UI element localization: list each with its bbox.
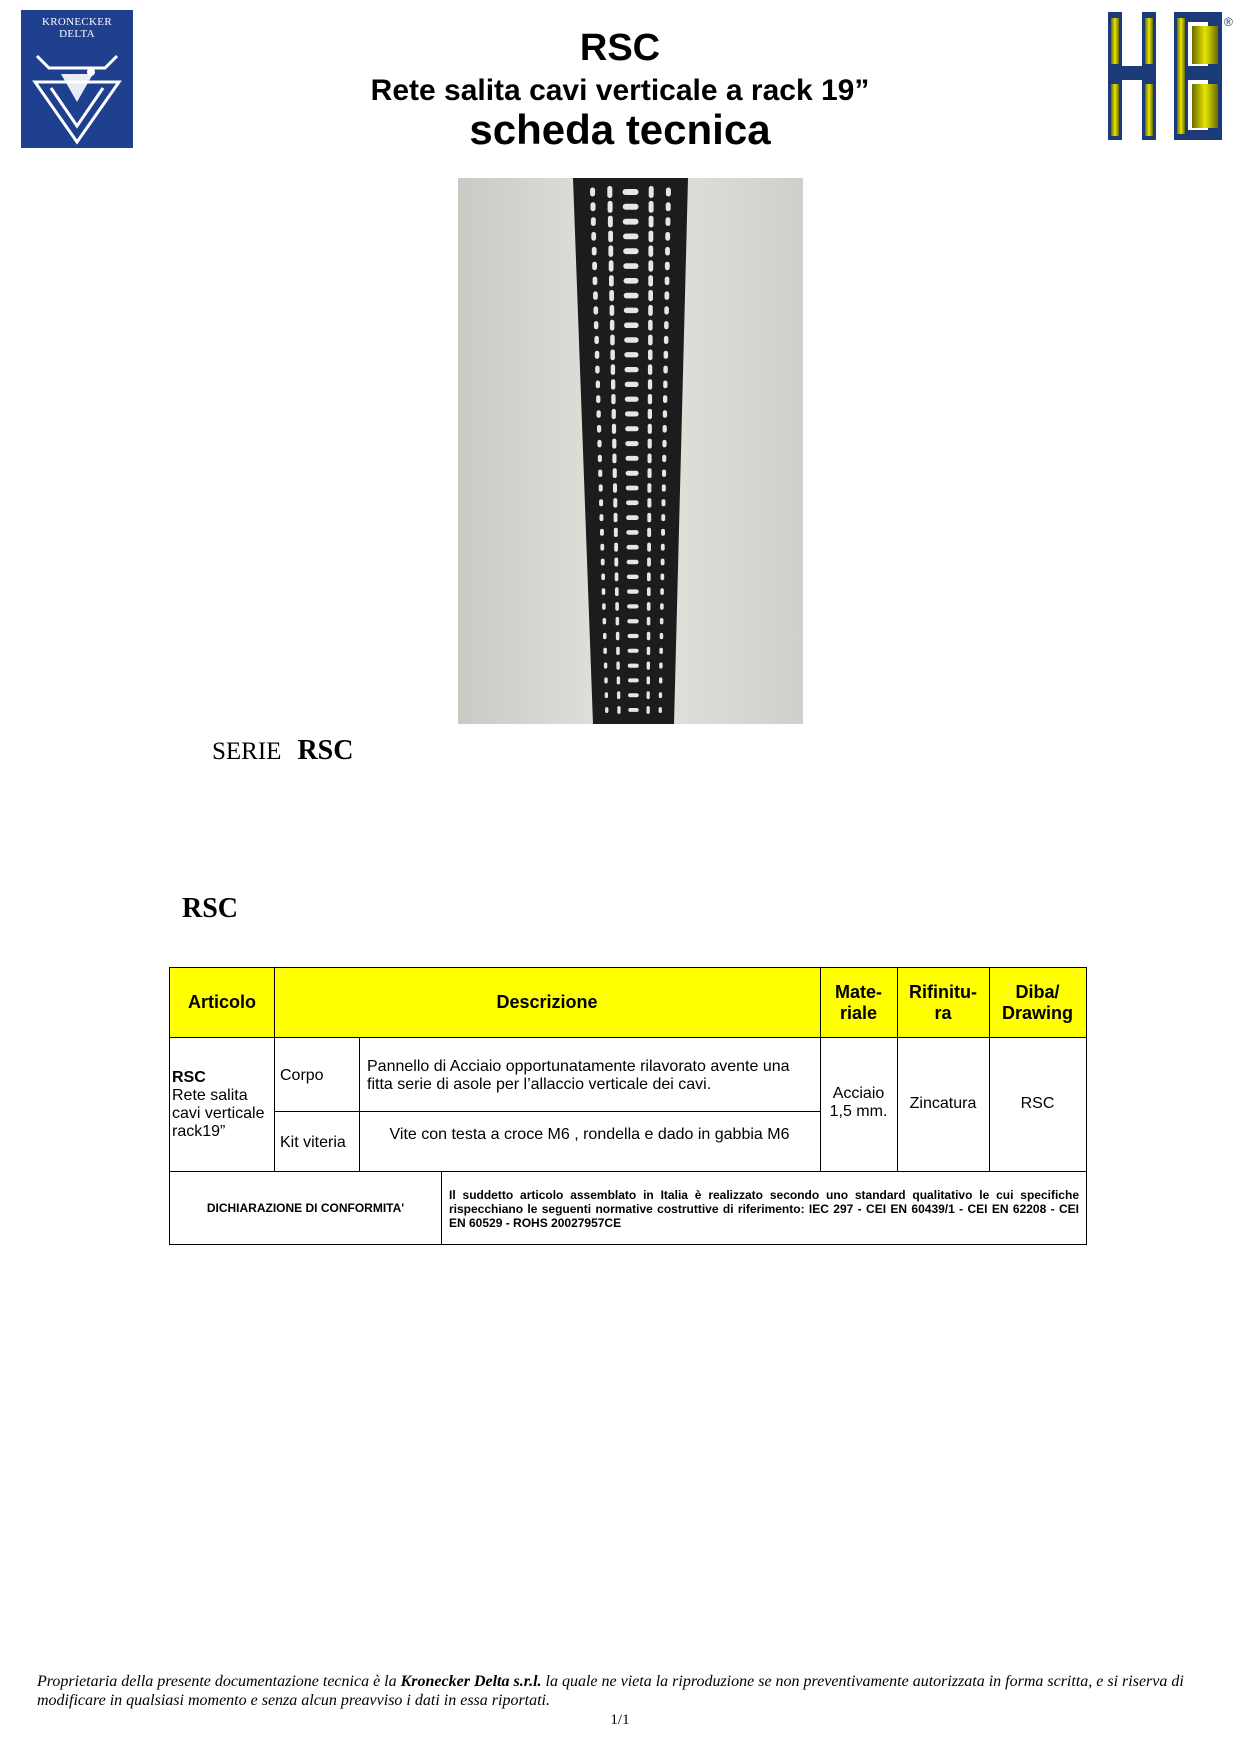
panel-slot <box>626 500 639 505</box>
footer-disclaimer: Proprietaria della presente documentazione tecnica è la Kronecker Delta s.r.l. la quale ne vieta la riproduzione se non preventivamente autorizzata in forma scritta, e si riserva di modificare in qualsiasi momento e senza alcun preavviso i dati in essa riportati. <box>37 1673 1184 1709</box>
panel-slot <box>625 441 638 446</box>
panel-slot <box>648 424 652 434</box>
panel-slot <box>660 588 664 595</box>
panel-slot <box>616 632 620 640</box>
panel-slot <box>628 634 639 638</box>
panel-slot <box>598 455 602 462</box>
panel-slot <box>647 617 651 626</box>
panel-slot <box>600 529 604 536</box>
panel-slot <box>597 440 601 448</box>
panel-slot <box>605 692 608 698</box>
panel-slot <box>666 188 671 197</box>
panel-slot <box>624 278 639 284</box>
rack-panel-photo <box>458 178 803 724</box>
panel-slot <box>609 275 614 286</box>
panel-slot <box>612 424 616 434</box>
panel-slot <box>647 498 651 508</box>
panel-slot <box>624 293 639 299</box>
panel-slot <box>611 364 615 375</box>
panel-slot <box>648 290 653 301</box>
panel-slot <box>665 247 670 256</box>
panel-slot <box>660 618 664 624</box>
technical-table <box>169 967 1087 1245</box>
panel-slot <box>609 260 614 271</box>
panel-slot <box>598 470 602 477</box>
panel-slot <box>647 676 650 684</box>
hb-logo <box>1108 8 1233 148</box>
panel-slot <box>603 618 607 624</box>
panel-slot <box>614 528 618 537</box>
brand-line-2: DELTA <box>59 28 95 40</box>
serie-line <box>212 735 353 767</box>
panel-slot <box>648 245 653 257</box>
panel-slot <box>659 707 662 713</box>
document-type: scheda tecnica <box>469 106 771 153</box>
panel-slot <box>613 498 617 508</box>
panel-slot <box>648 364 652 375</box>
panel-slot <box>648 350 653 361</box>
panel-slot <box>623 248 638 254</box>
part-name-kit-viteria: Kit viteria <box>280 1134 346 1151</box>
panel-slot <box>662 440 666 448</box>
panel-slot <box>601 574 605 581</box>
panel-slot <box>647 662 650 670</box>
panel-slot <box>665 277 670 286</box>
panel-slot <box>593 277 598 286</box>
panel-slot <box>597 425 601 433</box>
panel-slot <box>592 247 597 256</box>
header-rifinitura: Rifinitu- ra <box>897 968 989 1037</box>
panel-slot <box>591 202 596 211</box>
panel-slot <box>626 515 639 520</box>
panel-slot <box>648 275 653 286</box>
panel-slot <box>647 513 651 522</box>
panel-slot <box>614 543 618 552</box>
panel-slot <box>627 560 639 565</box>
panel-slot <box>625 411 639 416</box>
panel-slot <box>617 691 620 699</box>
section-code: RSC <box>182 893 239 924</box>
panel-slot <box>602 588 606 595</box>
panel-slot <box>647 483 651 493</box>
panel-slot <box>603 648 607 654</box>
panel-slot <box>624 308 639 314</box>
panel-slot <box>590 188 595 197</box>
rack-panel <box>573 178 688 724</box>
panel-slot <box>623 189 639 195</box>
panel-slot <box>625 426 638 431</box>
articolo-cell <box>172 1069 272 1141</box>
panel-slot <box>614 513 618 522</box>
panel-slot <box>659 677 662 683</box>
panel-slot <box>647 558 651 567</box>
panel-slot <box>663 381 667 389</box>
panel-slot <box>623 263 638 269</box>
panel-slot <box>604 663 607 669</box>
panel-slot <box>628 678 639 682</box>
panel-slot <box>593 291 598 299</box>
panel-slot <box>647 587 651 596</box>
footer-company: Kronecker Delta s.r.l. <box>400 1673 542 1690</box>
panel-slot <box>600 544 604 551</box>
panel-slot <box>665 291 670 299</box>
part-description-kit-viteria: Vite con testa a croce M6 , rondella e dado in gabbia M6 <box>389 1126 790 1143</box>
articolo-desc-line: rack19” <box>172 1123 226 1140</box>
panel-slot <box>614 558 618 567</box>
panel-slot <box>594 321 599 329</box>
panel-slot <box>664 321 669 329</box>
panel-slot <box>626 486 639 491</box>
panel-slot <box>599 484 603 491</box>
panel-slot <box>664 351 669 359</box>
panel-slot <box>659 663 662 669</box>
panel-slot <box>647 647 651 655</box>
panel-slot <box>608 231 613 243</box>
panel-slot <box>626 456 639 461</box>
panel-slot <box>647 543 651 552</box>
page-number: 1/1 <box>610 1712 630 1728</box>
panel-slot <box>660 633 664 639</box>
panel-slot <box>597 410 601 418</box>
panel-slot <box>592 262 597 271</box>
panel-slot <box>660 603 664 610</box>
panel-slot <box>612 409 616 419</box>
panel-slot <box>626 471 639 476</box>
panel-slot <box>627 619 638 623</box>
part-name-corpo: Corpo <box>280 1067 324 1084</box>
panel-slot <box>610 305 615 316</box>
panel-slot <box>602 603 606 610</box>
panel-slot <box>605 707 608 713</box>
panel-slot <box>648 454 652 464</box>
panel-slot <box>608 201 613 213</box>
panel-slot <box>608 245 613 257</box>
panel-slot <box>596 381 600 389</box>
panel-slot <box>628 693 639 697</box>
panel-slot <box>616 647 620 655</box>
panel-slot <box>663 425 667 433</box>
conformity-text: Il suddetto articolo assemblato in Italia è realizzato secondo uno standard qualitativo le cui specifiche rispecchiano le seguenti normative costruttive di riferimento: IEC 297 - CEI EN 60439/1 - CEI EN 62208 - CEI EN 60529 - ROHS 20027957CE <box>449 1188 1079 1230</box>
panel-slot <box>662 455 666 462</box>
panel-slot <box>662 499 666 506</box>
panel-slot <box>595 366 599 374</box>
panel-slot <box>663 366 667 374</box>
panel-slot <box>627 604 639 608</box>
panel-slot <box>627 589 639 593</box>
diba-cell: RSC <box>1020 1095 1055 1112</box>
panel-slot <box>649 231 654 243</box>
panel-slot <box>600 514 604 521</box>
panel-slot <box>616 662 619 670</box>
panel-slot <box>623 204 639 210</box>
panel-slot <box>612 454 616 464</box>
panel-slot <box>595 351 600 359</box>
panel-slot <box>647 691 650 699</box>
panel-slot <box>628 708 638 712</box>
panel-slot <box>648 468 652 478</box>
panel-slot <box>649 216 654 228</box>
header-diba: Diba/ Drawing <box>989 968 1086 1037</box>
rifinitura-cell: Zincatura <box>909 1095 977 1112</box>
materiale-cell: Acciaio 1,5 mm. <box>829 1085 888 1120</box>
panel-slot <box>647 572 651 581</box>
panel-slot <box>663 395 667 403</box>
panel-slot <box>648 379 652 389</box>
panel-slot <box>662 484 666 491</box>
panel-slot <box>603 633 607 639</box>
panel-slot <box>665 232 670 241</box>
panel-slot <box>615 602 619 611</box>
serie-code: RSC <box>297 735 354 766</box>
panel-slot <box>628 664 639 668</box>
panel-slot <box>613 468 617 478</box>
panel-slot <box>624 352 638 357</box>
panel-slot <box>666 217 671 226</box>
panel-slot <box>624 337 638 342</box>
panel-slot <box>662 470 666 477</box>
panel-slot <box>611 394 615 404</box>
panel-slot <box>649 186 654 198</box>
brand-line-1: KRONECKER <box>42 16 112 28</box>
panel-slot <box>664 306 669 314</box>
articolo-desc-line: Rete salita <box>172 1087 248 1104</box>
panel-slot <box>599 499 603 506</box>
panel-slot <box>591 217 596 226</box>
panel-slot <box>596 395 600 403</box>
panel-slot <box>628 649 639 653</box>
panel-slot <box>608 216 613 228</box>
panel-slot <box>617 706 620 714</box>
panel-slot <box>610 335 615 346</box>
part-description-corpo: Pannello di Acciaio opportunatamente rilavorato avente una fitta serie di asole per l’allaccio verticale dei cavi. <box>367 1058 790 1093</box>
panel-slot <box>627 575 639 579</box>
panel-slot <box>648 439 652 449</box>
articolo-code: RSC <box>172 1069 206 1086</box>
panel-slot <box>648 260 653 271</box>
panel-slot <box>615 587 619 596</box>
panel-slot <box>659 692 662 698</box>
panel-slot <box>607 186 612 198</box>
panel-slot <box>648 394 652 404</box>
panel-slot <box>665 262 670 271</box>
panel-slot <box>625 382 639 387</box>
panel-slot <box>625 367 639 372</box>
panel-slot <box>623 219 639 225</box>
panel-slot <box>647 528 651 537</box>
panel-slot <box>613 483 617 493</box>
panel-slot <box>623 234 639 240</box>
panel-slot <box>661 574 665 581</box>
panel-slot <box>647 706 650 714</box>
conformity-label: DICHIARAZIONE DI CONFORMITA' <box>206 1201 405 1215</box>
panel-slot <box>659 648 663 654</box>
panel-slot <box>649 201 654 213</box>
panel-slot <box>601 559 605 566</box>
document-subtitle: Rete salita cavi verticale a rack 19” <box>370 74 870 107</box>
registered-mark: ® <box>1224 15 1233 29</box>
panel-slot <box>648 335 653 346</box>
panel-slot <box>661 529 665 536</box>
panel-slot <box>604 677 607 683</box>
panel-slot <box>648 409 652 419</box>
panel-slot <box>611 379 615 389</box>
panel-slot <box>616 617 620 626</box>
panel-slot <box>661 514 665 521</box>
panel-slot <box>661 544 665 551</box>
panel-slot <box>591 232 596 241</box>
panel-slot <box>647 632 651 640</box>
panel-slot <box>663 410 667 418</box>
serie-label: SERIE <box>212 738 282 765</box>
panel-slot <box>615 572 619 581</box>
header-descrizione: Descrizione <box>274 968 820 1037</box>
panel-slot <box>610 320 615 331</box>
panel-slot <box>594 306 599 314</box>
articolo-desc-line: cavi verticale <box>172 1105 265 1122</box>
panel-slot <box>664 336 669 344</box>
panel-slot <box>648 305 653 316</box>
panel-slot <box>617 676 620 684</box>
panel-slot <box>625 397 639 402</box>
panel-slot <box>648 320 653 331</box>
header-materiale: Mate- riale <box>820 968 897 1037</box>
panel-slot <box>666 202 671 211</box>
document-code: RSC <box>579 27 661 69</box>
panel-slot <box>624 323 639 329</box>
header-articolo: Articolo <box>170 968 274 1037</box>
panel-slot <box>661 559 665 566</box>
panel-slot <box>627 545 639 550</box>
panel-slot <box>609 290 614 301</box>
panel-slot <box>612 439 616 449</box>
panel-slot <box>594 336 599 344</box>
panel-slot <box>610 350 615 361</box>
panel-slot <box>626 530 638 535</box>
panel-slot <box>647 602 651 611</box>
